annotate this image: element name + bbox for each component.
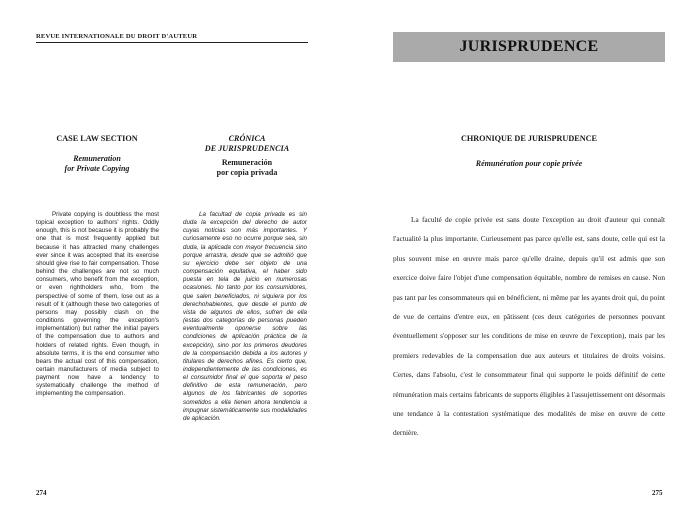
spanish-section-title-line1: CRÓNICA — [228, 134, 266, 143]
english-section-title: CASE LAW SECTION — [56, 134, 138, 143]
spanish-subtitle-line1: Remuneración — [221, 158, 273, 167]
english-subtitle-line1: Remuneration — [73, 154, 121, 163]
french-heading — [393, 134, 665, 169]
spanish-body-paragraph: La facultad de copia privada es sin duda la excepción del derecho de autor cuyas noticias son más importantes. Y curiosamente eso no ocurre porque sea, sin duda, la aplicada con mayor frecuencia sino porque arrastra, desde que se admitió que su ejercicio debe ser objeto de una compensación equitativa, el haber sido puesta en tela de juicio en numerosas ocasiones. No tanto por los consumidores, que salen beneficiados, ni siquiera por los derechohabientes, que desde el punto de vista de algunos de ellos, sufren de ella (estas dos categorías de personas pueden eventualmente oponerse sobre las condiciones de aplicación práctica de la excepción), sino por los primeros deudores de la compensación debida a los autores y titulares de derechos afines. Es cierto que, independientemente de las condiciones, es el consumidor final el que soporta el peso definitivo de esta remuneración, pero algunos de los fabricantes de soportes sometidos a ella tienen ahora tendencia a impugnar sistemáticamente sus modalidades de aplicación. — [183, 211, 307, 422]
spanish-subtitle-line2: por copia privada — [216, 168, 278, 177]
english-subtitle-line2: for Private Copying — [64, 164, 130, 173]
french-body-paragraph: La faculté de copie privée est sans doute l'exception au droit d'auteur qui connaît l'actualité la plus importante. Curieusement pas parce qu'elle est, sans doute, celle qui est la plus souvent mise en œuvre mais parce qu'elle draine, depuis qu'il est admis que son exercice doive faire l'objet d'une compensation équitable, nombre de remises en cause. Non pas tant par les consommateurs qui en bénéficient, ni même par les ayants droit qui, du point de vue de certains d'entre eux, en pâtissent (ces deux catégories de personnes pouvant éventuellement s'opposer sur les conditions de mise en œuvre de l'exception), mais par les premiers redevables de la compensation due aux auteurs et titulaires de droits voisins. Certes, dans l'absolu, c'est le consommateur final qui supporte le poids définitif de cette rémunération mais certains fabricants de supports éligibles à l'assujettissement ont désormais une tendance à la contestation systématique des modalités de mise en œuvre de cette dernière. — [393, 215, 665, 438]
page-number-right: 275 — [652, 489, 663, 497]
spanish-section-title-line2: DE JURISPRUDENCIA — [204, 144, 290, 153]
english-heading — [36, 134, 158, 174]
section-banner — [393, 32, 665, 62]
spanish-heading — [186, 134, 308, 178]
page-number-left: 274 — [36, 489, 47, 497]
french-section-title: CHRONIQUE DE JURISPRUDENCE — [460, 134, 598, 143]
running-head: REVUE INTERNATIONALE DU DROIT D'AUTEUR — [36, 33, 308, 43]
french-subtitle: Rémunération pour copie privée — [475, 159, 583, 168]
banner-title: JURISPRUDENCE — [459, 38, 599, 55]
english-body-paragraph: Private copying is doubtless the most topical exception to authors' rights. Oddly enough, this is not because it is probably the one that is most frequently applied but because it has attracted many challenges ever since it was accepted that its exercise should give rise to fair compensation. Those behind the challenges are not so much consumers, who benefit from the exception, or even rightholders who, from the perspective of some of them, lose out as a result of it (although these two categories of persons may possibly clash on the conditions governing the exception's implementation) but rather the initial payers of the compensation due to authors and holders of related rights. Even though, in absolute terms, it is the end consumer who bears the actual cost of this compensation, certain manufacturers of media subject to payment now have a tendency to systematically challenge the method of implementing the compensation. — [36, 211, 159, 398]
